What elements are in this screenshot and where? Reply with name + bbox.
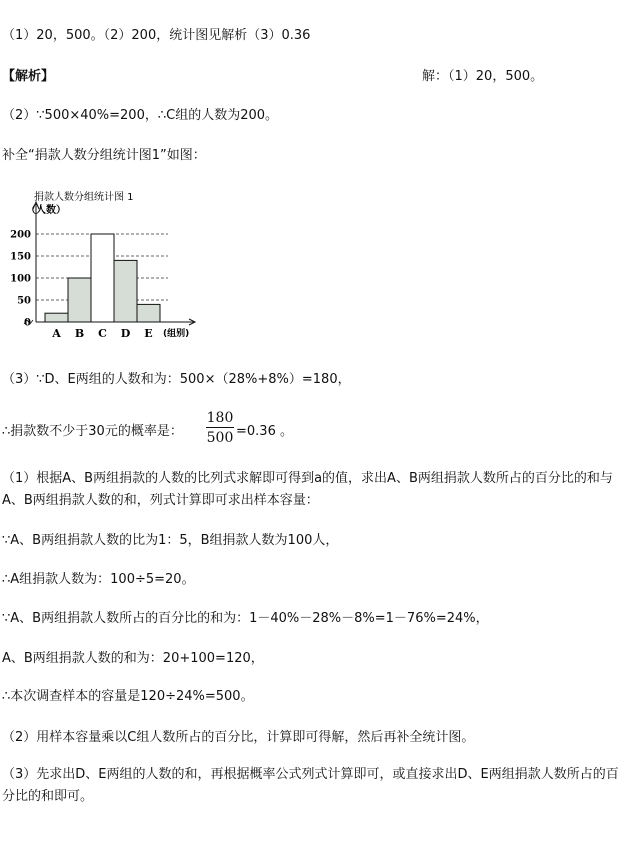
probability-denominator: 500 <box>206 430 234 446</box>
y-tick-label: 150 <box>10 251 31 263</box>
explanation-count-sum: A、B两组捐款人数的和为：20+100=120， <box>2 651 264 666</box>
explanation-percent-sum: ∵A、B两组捐款人数所占的百分比的和为：1－40%－28%－8%=1－76%=24%， <box>2 611 489 626</box>
probability-fraction <box>206 410 234 446</box>
x-tick-label: E <box>144 327 153 338</box>
explanation-part3: （3）先求出D、E两组的人数的和，再根据概率公式列式计算即可，或直接求出D、E两组捐款人数所占的百分比的和即可。 <box>2 767 619 804</box>
bar-e <box>137 304 160 322</box>
y-tick-label: 0 <box>24 317 31 329</box>
part3-line: （3）∵D、E两组的人数和为：500×（28%+8%）=180， <box>2 372 351 387</box>
probability-prefix: ∴捐款数不少于30元的概率是： <box>2 424 183 439</box>
chart-x-axis-label: (组别) <box>163 329 190 338</box>
explanation-a-count: ∴A组捐款人数为：100÷5=20。 <box>2 572 195 587</box>
x-tick-label: B <box>74 327 85 338</box>
part2-line: （2）∵500×40%=200，∴C组的人数为200。 <box>2 108 279 123</box>
x-tick-label: A <box>52 327 61 338</box>
y-tick-label: 200 <box>10 229 31 241</box>
answer-line: （1）20，500。（2）200，统计图见解析（3）0.36 <box>2 28 311 43</box>
x-tick-label: C <box>98 327 107 338</box>
explanation-sample-size: ∴本次调查样本的容量是120÷24%=500。 <box>2 689 254 704</box>
explanation-ratio: ∵A、B两组捐款人数的比为1：5，B组捐款人数为100人， <box>2 533 339 548</box>
y-tick-label: 100 <box>10 273 31 285</box>
bar-a <box>45 313 68 322</box>
explanation-part2: （2）用样本容量乘以C组人数所占的百分比，计算即可得解，然后再补全统计图。 <box>2 730 475 745</box>
complete-chart-line: 补全“捐款人数分组统计图1”如图： <box>2 148 206 163</box>
probability-numerator: 180 <box>206 410 234 426</box>
bar-d <box>114 260 137 322</box>
solution-intro: 解：（1）20，500。 <box>422 69 544 84</box>
bar-c <box>91 234 114 322</box>
explanation-part1: （1）根据A、B两组捐款的人数的比列式求解即可得到a的值，求出A、B两组捐款人数所占的百分比的和与A、B两组捐款人数的和，列式计算即可求出样本容量： <box>2 471 613 508</box>
x-tick-label: D <box>120 327 131 338</box>
analysis-label: 【解析】 <box>2 69 55 84</box>
chart-y-axis-label: （人数） <box>26 205 66 216</box>
bar-b <box>68 278 91 322</box>
chart-title: 捐款人数分组统计图 1 <box>34 192 134 203</box>
y-tick-label: 50 <box>17 295 31 307</box>
probability-result: =0.36 。 <box>236 424 293 439</box>
bar-chart <box>8 188 208 338</box>
